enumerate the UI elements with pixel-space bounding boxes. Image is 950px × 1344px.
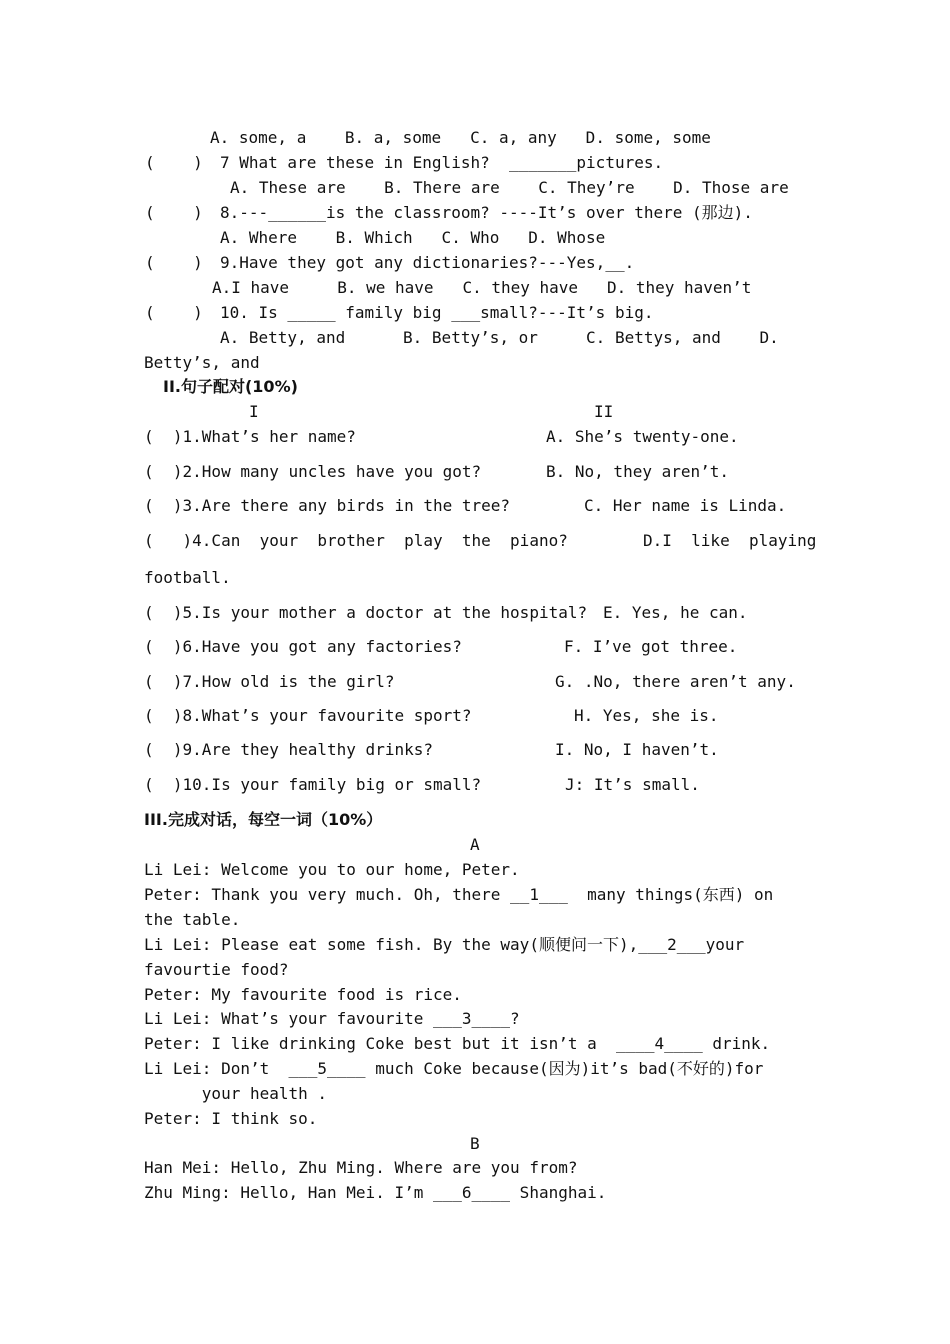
q10-options: A. Betty, and B. Betty’s, or C. Bettys, and D. (220, 328, 779, 347)
q8-options: A. Where B. Which C. Who D. Whose (220, 228, 606, 247)
match-answer-a: A. She’s twenty-one. (546, 427, 739, 446)
q8-answer-paren[interactable]: ( ) (145, 203, 203, 222)
match-answer-d: D.I like playing (643, 531, 817, 550)
dialogue-line: Peter: My favourite food is rice. (144, 985, 462, 1004)
dialogue-line: favourtie food? (144, 960, 289, 979)
q7-answer-paren[interactable]: ( ) (145, 153, 203, 172)
q6-options: A. some, a B. a, some C. a, any D. some, some (210, 128, 711, 147)
q9-text: 9.Have they got any dictionaries?---Yes,__. (220, 253, 635, 272)
dialogue-line: Li Lei: Welcome you to our home, Peter. (144, 860, 520, 879)
match-question-1: ( )1.What’s her name? (144, 427, 356, 446)
q8-text: 8.---______is the classroom? ----It’s over there (那边). (220, 203, 753, 222)
dialogue-line: Li Lei: Don’t ___5____ much Coke because(因为)it’s bad(不好的)for (144, 1059, 764, 1078)
dialogue-line: Peter: Thank you very much. Oh, there __1___ many things(东西) on (144, 885, 774, 904)
match-question-10: ( )10.Is your family big or small? (144, 775, 482, 794)
match-question-9: ( )9.Are they healthy drinks? (144, 740, 433, 759)
q10-answer-paren[interactable]: ( ) (145, 303, 203, 322)
dialogue-line: Han Mei: Hello, Zhu Ming. Where are you from? (144, 1158, 578, 1177)
match-question-7: ( )7.How old is the girl? (144, 672, 395, 691)
q7-options: A. These are B. There are C. They’re D. Those are (230, 178, 789, 197)
part2-col1-header: I (249, 402, 259, 421)
dialogue-line: Peter: I think so. (144, 1109, 318, 1128)
part3-heading: III.完成对话，每空一词（10%） (144, 810, 383, 829)
match-question-5: ( )5.Is your mother a doctor at the hospital? (144, 603, 588, 622)
dialogue-line: Peter: I like drinking Coke best but it isn’t a ____4____ drink. (144, 1034, 771, 1053)
q10-options-cont: Betty’s, and (144, 353, 260, 372)
q7-text: 7 What are these in English? _______pictures. (220, 153, 664, 172)
dialogue-line: Li Lei: Please eat some fish. By the way(顺便问一下),___2___your (144, 935, 745, 954)
match-question-4: ( )4.Can your brother play the piano? (144, 531, 568, 550)
match-question-4-cont: football. (144, 568, 231, 587)
dialogue-line: Zhu Ming: Hello, Han Mei. I’m ___6____ Shanghai. (144, 1183, 607, 1202)
match-answer-c: C. Her name is Linda. (584, 496, 787, 515)
dialogue-line: the table. (144, 910, 241, 929)
match-question-3: ( )3.Are there any birds in the tree? (144, 496, 511, 515)
q9-options: A.I have B. we have C. they have D. they haven’t (212, 278, 752, 297)
dialogue-b-label: B (470, 1134, 480, 1153)
match-question-8: ( )8.What’s your favourite sport? (144, 706, 472, 725)
match-answer-h: H. Yes, she is. (574, 706, 719, 725)
dialogue-a-label: A (470, 835, 480, 854)
part2-col2-header: II (594, 402, 614, 421)
match-answer-b: B. No, they aren’t. (546, 462, 730, 481)
q10-text: 10. Is _____ family big ___small?---It’s big. (220, 303, 654, 322)
match-answer-g: G. .No, there aren’t any. (555, 672, 796, 691)
dialogue-line: Li Lei: What’s your favourite ___3____? (144, 1009, 520, 1028)
dialogue-line: your health . (144, 1084, 328, 1103)
match-answer-j: J: It’s small. (565, 775, 700, 794)
part2-heading: II.句子配对(10%) (163, 377, 298, 396)
match-question-2: ( )2.How many uncles have you got? (144, 462, 482, 481)
match-answer-f: F. I’ve got three. (564, 637, 738, 656)
q9-answer-paren[interactable]: ( ) (145, 253, 203, 272)
match-answer-i: I. No, I haven’t. (555, 740, 719, 759)
match-question-6: ( )6.Have you got any factories? (144, 637, 462, 656)
match-answer-e: E. Yes, he can. (603, 603, 748, 622)
